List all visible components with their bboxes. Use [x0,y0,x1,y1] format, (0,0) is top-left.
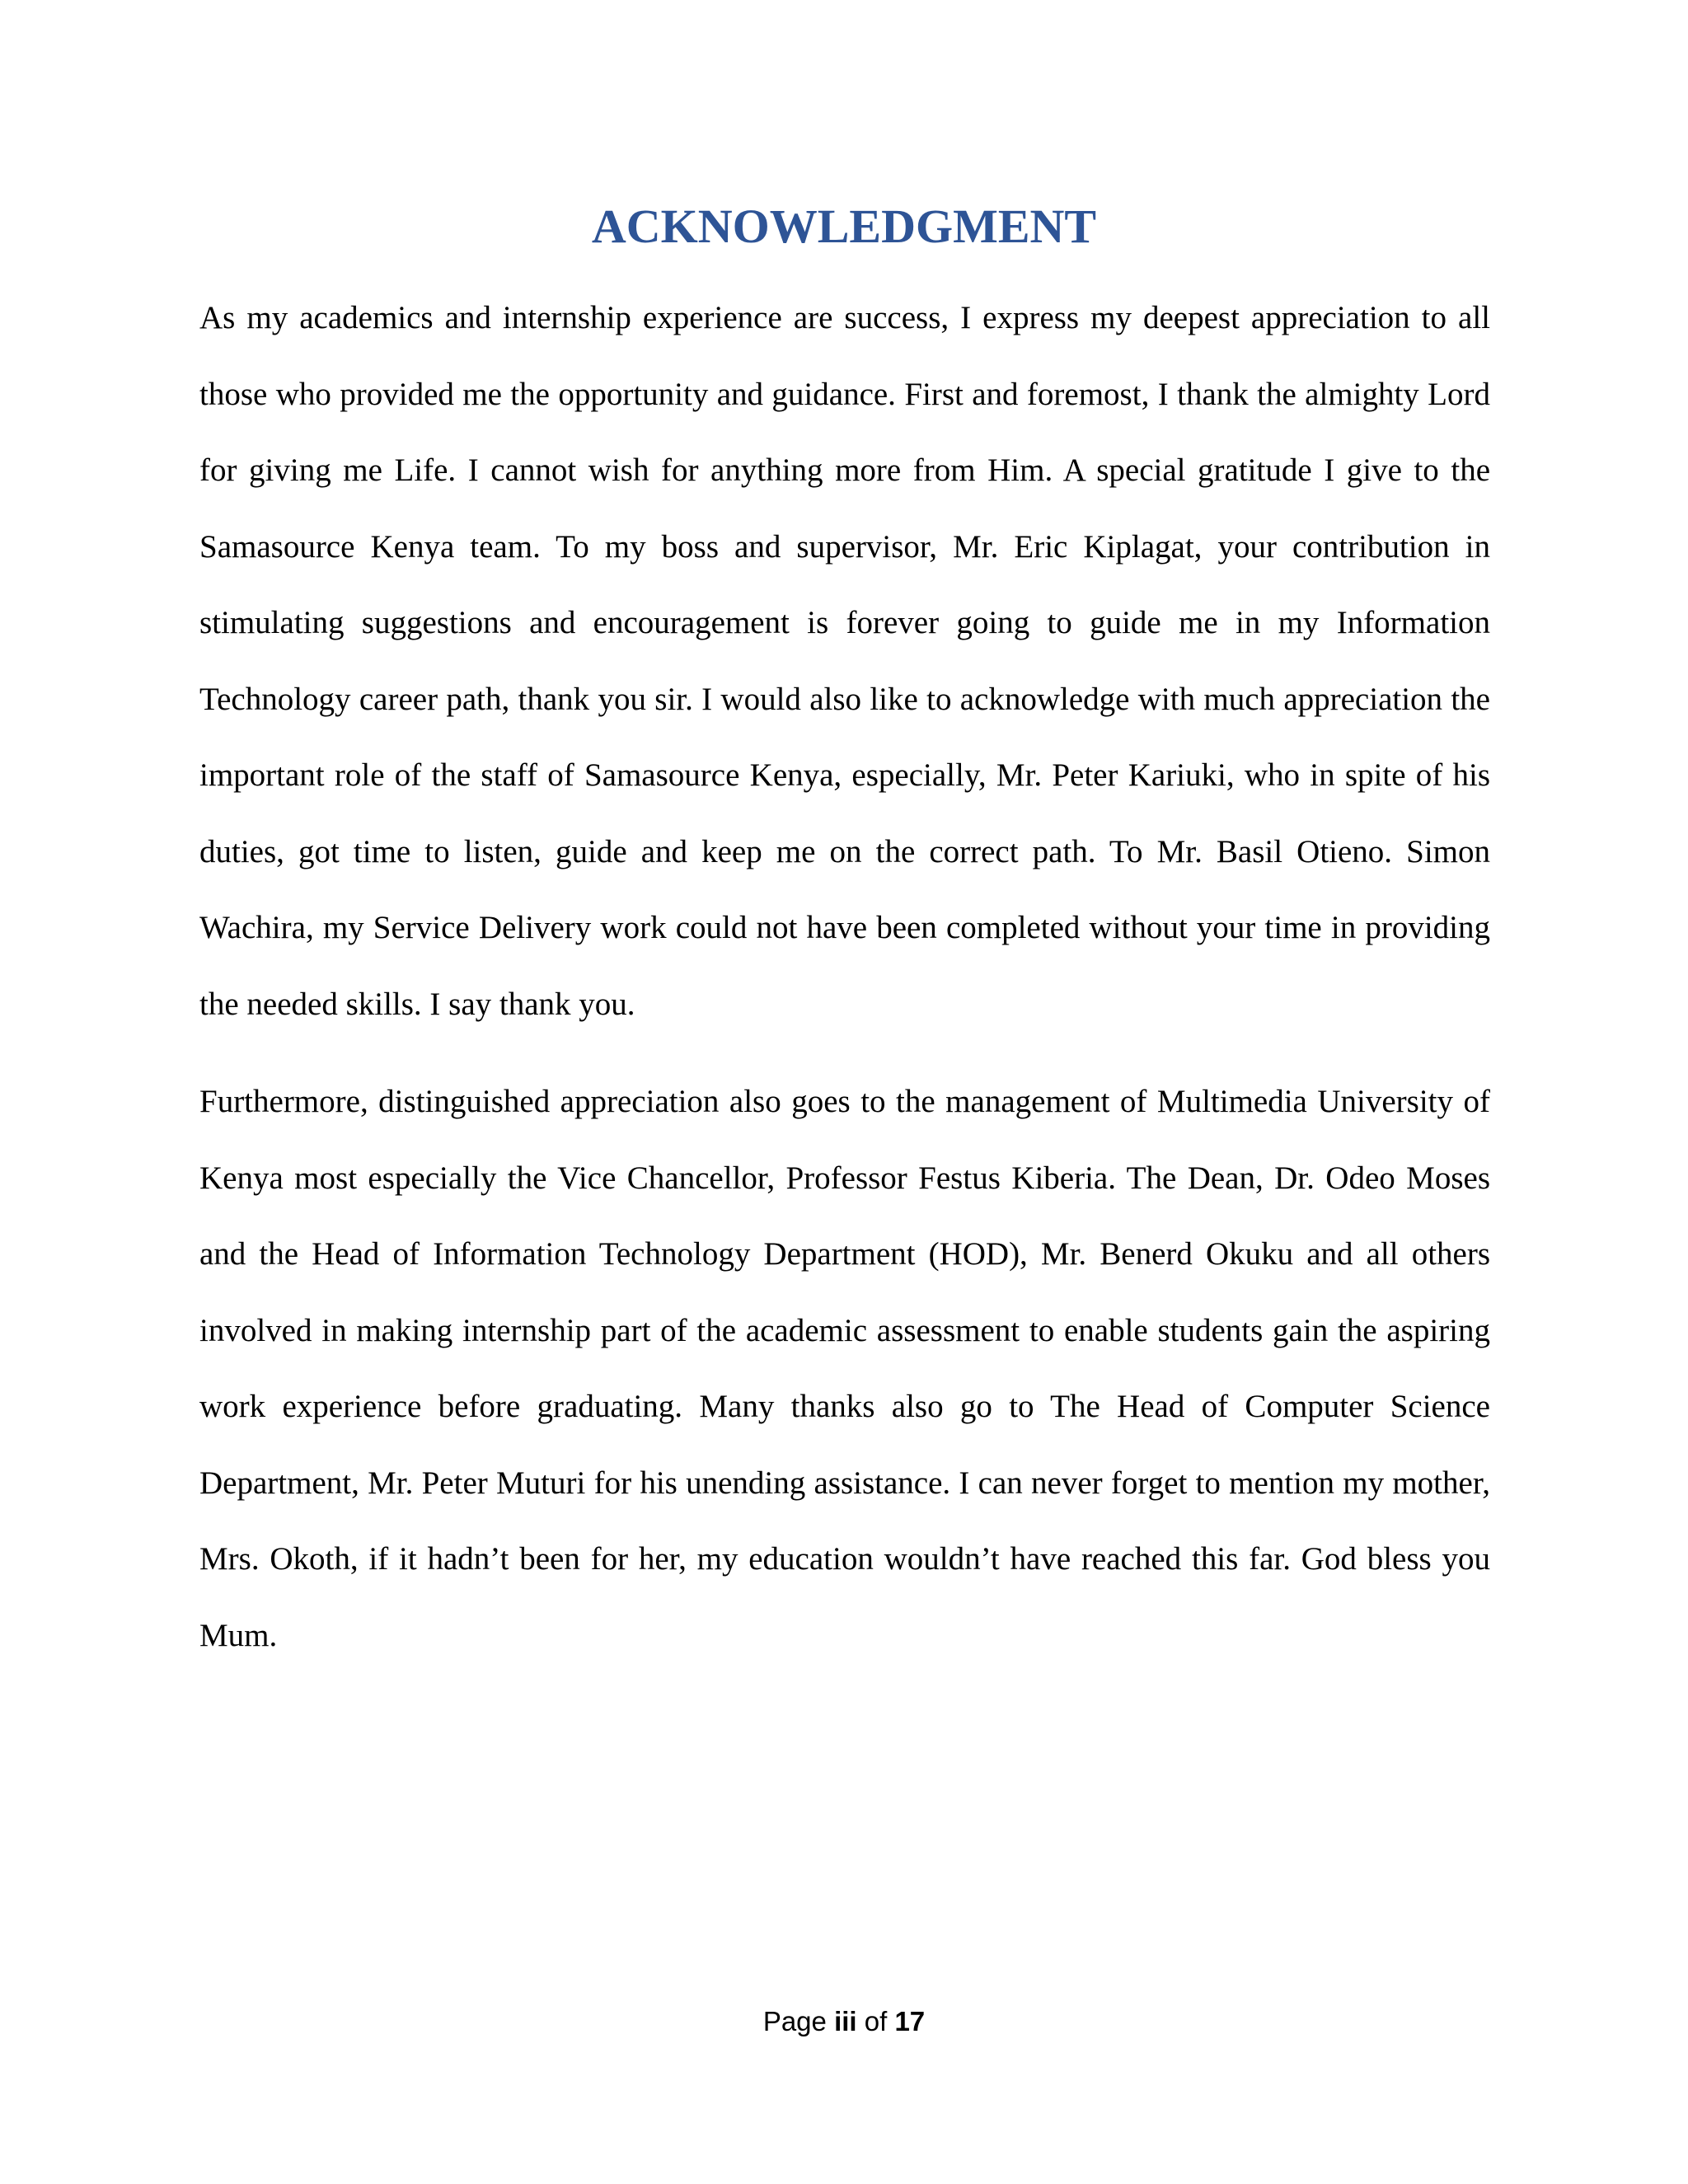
footer-of-word: of [864,2006,888,2036]
paragraph-1: As my academics and internship experience are success, I express my deepest appreciation to all those who provided me the opportunity and guidance. First and foremost, I thank the almighty Lord for giving me Life. I cannot wish for anything more from Him. A special gratitude I give to the Samasource Kenya team. To my boss and supervisor, Mr. Eric Kiplagat, your contribution in stimulating suggestions and encouragement is forever going to guide me in my Information Technology career path, thank you sir. I would also like to acknowledge with much appreciation the important role of the staff of Samasource Kenya, especially, Mr. Peter Kariuki, who in spite of his duties, got time to listen, guide and keep me on the correct path. To Mr. Basil Otieno. Simon Wachira, my Service Delivery work could not have been completed without your time in providing the needed skills. I say thank you. [199,300,1490,1022]
page-footer [0,2001,1688,2042]
footer-page-word: Page [762,2006,827,2036]
footer-current-page: iii [834,2006,857,2036]
page-title: ACKNOWLEDGMENT [591,199,1097,253]
document-body [199,280,1490,1674]
footer-total-pages: 17 [894,2006,926,2036]
paragraph-2: Furthermore, distinguished appreciation also goes to the management of Multimedia University of Kenya most especially the Vice Chancellor, Professor Festus Kiberia. The Dean, Dr. Odeo Moses and the Head of Information Technology Department (HOD), Mr. Benerd Okuku and all others involved in making internship part of the academic assessment to enable students gain the aspiring work experience before graduating. Many thanks also go to The Head of Computer Science Department, Mr. Peter Muturi for his unending assistance. I can never forget to mention my mother, Mrs. Okoth, if it hadn’t been for her, my education wouldn’t have reached this far. God bless you Mum. [199,1084,1490,1653]
